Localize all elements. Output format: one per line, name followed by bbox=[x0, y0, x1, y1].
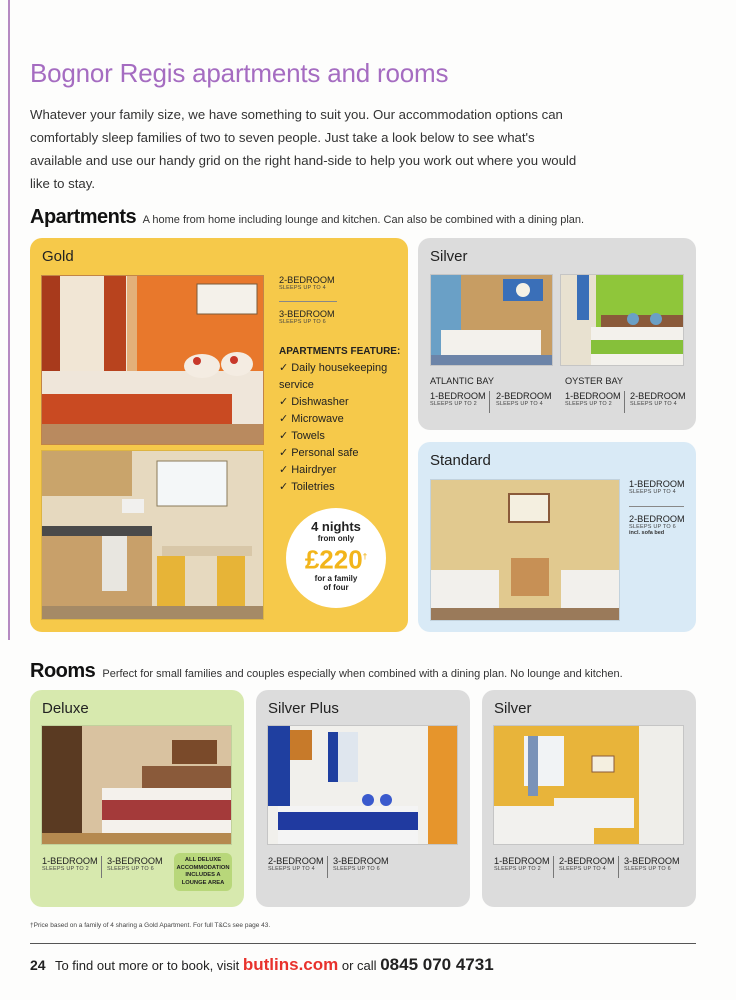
silver-room-panel bbox=[482, 690, 696, 907]
gold-apartment-panel bbox=[30, 238, 408, 632]
offer-from: from only bbox=[317, 534, 355, 543]
gold-option-sleeps: SLEEPS UP TO 6 bbox=[279, 319, 326, 325]
atlantic-option-1-bedroom: 1-BEDROOM SLEEPS UP TO 2 bbox=[430, 391, 486, 407]
atlantic-bay-photo bbox=[430, 274, 553, 366]
atlantic-bay-name: ATLANTIC BAY bbox=[430, 376, 494, 386]
footer-text: To find out more or to book, visit bbox=[54, 958, 240, 973]
gold-kitchen-photo bbox=[41, 450, 264, 620]
check-icon: ✓ bbox=[279, 413, 289, 425]
silver-plus-option-2-bedroom: 2-BEDROOM SLEEPS UP TO 4 bbox=[268, 856, 324, 872]
silver-room-option-1-bedroom: 1-BEDROOM SLEEPS UP TO 2 bbox=[494, 856, 550, 872]
standard-bedroom-photo bbox=[430, 479, 620, 621]
gold-option-2-bedroom bbox=[279, 275, 335, 291]
oyster-bay-name: OYSTER BAY bbox=[565, 376, 624, 386]
feature-item: ✓ Toiletries bbox=[279, 481, 335, 493]
deluxe-room-photo bbox=[41, 725, 232, 845]
feature-item: ✓ Hairdryer bbox=[279, 464, 337, 476]
footer-or-call: or call bbox=[341, 958, 377, 973]
silver-room-title: Silver bbox=[494, 700, 532, 717]
option-divider bbox=[629, 506, 684, 507]
standard-apartment-panel bbox=[418, 442, 696, 632]
feature-item: ✓ Personal safe bbox=[279, 447, 359, 459]
price-footnote: †Price based on a family of 4 sharing a Gold Apartment. For full T&Cs see page 43. bbox=[30, 922, 271, 929]
check-icon: ✓ bbox=[279, 430, 289, 442]
price-offer-badge bbox=[286, 508, 386, 608]
silver-plus-option-3-bedroom: 3-BEDROOM SLEEPS UP TO 6 bbox=[333, 856, 389, 872]
deluxe-title: Deluxe bbox=[42, 700, 89, 717]
check-icon: ✓ bbox=[279, 396, 289, 408]
footer-rule bbox=[30, 943, 696, 944]
silver-apartment-title: Silver bbox=[430, 248, 468, 265]
intro-paragraph: Whatever your family size, we have something to suit you. Our accommodation options can comfortably sleep families of two to seven people. Just take a look below to see what's available and use our handy grid on the right hand-side to help you work out where you would like to stay. bbox=[30, 107, 577, 191]
rooms-heading bbox=[30, 660, 623, 683]
gold-option-3-bedroom bbox=[279, 309, 335, 325]
rooms-heading-title: Rooms bbox=[30, 660, 96, 682]
phone-number[interactable]: 0845 070 4731 bbox=[380, 955, 494, 974]
gold-option-label: 2-BEDROOM bbox=[279, 275, 335, 285]
offer-family: for a family bbox=[314, 573, 358, 583]
atlantic-option-2-bedroom: 2-BEDROOM SLEEPS UP TO 4 bbox=[496, 391, 552, 407]
page-title: Bognor Regis apartments and rooms bbox=[30, 58, 449, 88]
option-divider bbox=[327, 856, 328, 878]
oyster-option-2-bedroom: 2-BEDROOM SLEEPS UP TO 4 bbox=[630, 391, 686, 407]
apartments-heading-title: Apartments bbox=[30, 206, 137, 228]
offer-nights: 4 nights bbox=[311, 519, 361, 534]
gold-option-divider bbox=[279, 301, 337, 302]
option-divider bbox=[489, 391, 490, 413]
feature-item: ✓ Microwave bbox=[279, 413, 344, 425]
check-icon: ✓ bbox=[279, 481, 289, 493]
gold-option-sleeps: SLEEPS UP TO 4 bbox=[279, 285, 326, 291]
rooms-heading-subtitle: Perfect for small families and couples especially when combined with a dining plan. No lounge and kitchen. bbox=[102, 668, 623, 680]
website-link[interactable]: butlins.com bbox=[242, 955, 339, 974]
standard-option-2-bedroom: 2-BEDROOM SLEEPS UP TO 6 incl. sofa bed bbox=[629, 514, 685, 536]
silver-room-option-3-bedroom: 3-BEDROOM SLEEPS UP TO 6 bbox=[624, 856, 680, 872]
features-list bbox=[279, 360, 404, 496]
gold-title: Gold bbox=[42, 248, 74, 265]
deluxe-option-3-bedroom: 3-BEDROOM SLEEPS UP TO 6 bbox=[107, 856, 163, 872]
check-icon: ✓ bbox=[279, 447, 289, 459]
check-icon: ✓ bbox=[279, 362, 289, 374]
deluxe-room-panel bbox=[30, 690, 244, 907]
silver-apartment-panel bbox=[418, 238, 696, 430]
silver-plus-room-photo bbox=[267, 725, 458, 845]
gold-option-label: 3-BEDROOM bbox=[279, 309, 335, 319]
standard-option-1-bedroom: 1-BEDROOM SLEEPS UP TO 4 bbox=[629, 479, 685, 495]
option-divider bbox=[618, 856, 619, 878]
feature-item: ✓ Towels bbox=[279, 430, 325, 442]
check-icon: ✓ bbox=[279, 464, 289, 476]
silver-plus-room-panel bbox=[256, 690, 470, 907]
silver-plus-title: Silver Plus bbox=[268, 700, 339, 717]
page-edge-rule bbox=[8, 0, 10, 640]
offer-price: £220† bbox=[304, 544, 368, 575]
sofa-bed-note: incl. sofa bed bbox=[629, 530, 665, 536]
oyster-option-1-bedroom: 1-BEDROOM SLEEPS UP TO 2 bbox=[565, 391, 621, 407]
footer bbox=[30, 955, 494, 975]
standard-title: Standard bbox=[430, 452, 491, 469]
apartment-features bbox=[279, 346, 404, 496]
feature-item: ✓ Daily housekeeping service bbox=[279, 362, 388, 391]
oyster-bay-photo bbox=[560, 274, 684, 366]
apartments-heading bbox=[30, 206, 584, 229]
silver-room-option-2-bedroom: 2-BEDROOM SLEEPS UP TO 4 bbox=[559, 856, 615, 872]
apartments-heading-subtitle: A home from home including lounge and kitchen. Can also be combined with a dining plan. bbox=[142, 214, 585, 226]
features-heading: APARTMENTS FEATURE: bbox=[279, 346, 401, 357]
offer-four: of four bbox=[323, 582, 349, 592]
gold-bedroom-photo bbox=[41, 275, 264, 445]
lounge-area-note: ALL DELUXE ACCOMMODATION INCLUDES A LOUNGE AREA bbox=[174, 853, 232, 891]
option-divider bbox=[101, 856, 102, 878]
option-divider bbox=[624, 391, 625, 413]
feature-item: ✓ Dishwasher bbox=[279, 396, 349, 408]
silver-room-photo bbox=[493, 725, 684, 845]
page-number: 24 bbox=[30, 957, 46, 973]
option-divider bbox=[553, 856, 554, 878]
deluxe-option-1-bedroom: 1-BEDROOM SLEEPS UP TO 2 bbox=[42, 856, 98, 872]
